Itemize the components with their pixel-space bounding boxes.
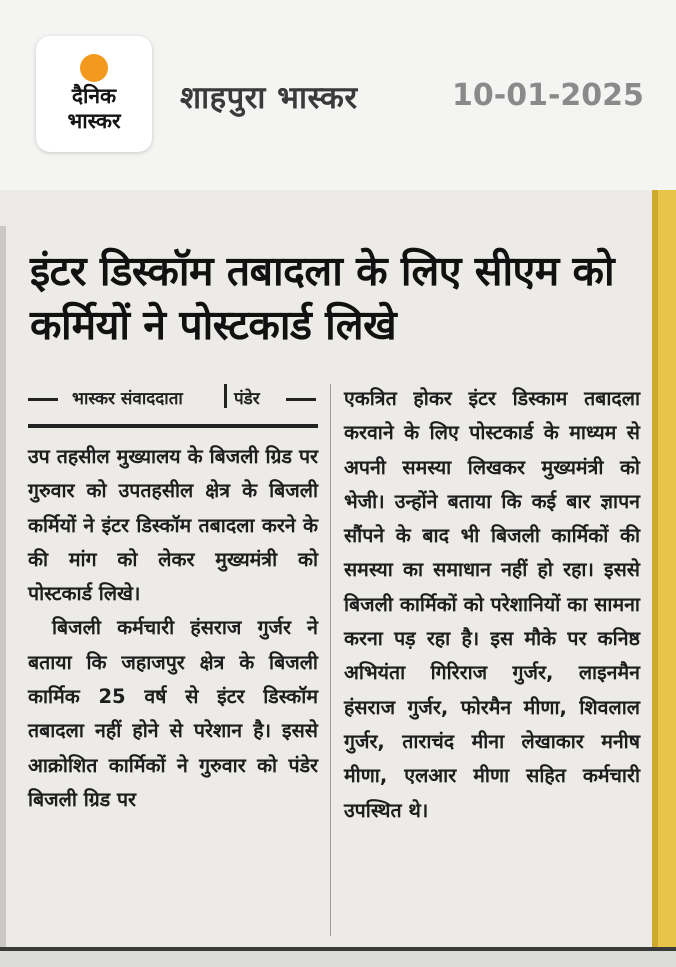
byline-divider <box>224 384 227 408</box>
bottom-margin <box>0 951 676 967</box>
article-paragraph: एकत्रित होकर इंटर डिस्काम तबादला करवाने के लिए पोस्टकार्ड के माध्यम से अपनी समस्या लिखकर मुख्यमंत्री को भेजी। उन्होंने बताया कि कई बार ज्ञापन सौंपने के बाद भी बिजली कार्मिकों की समस्या का समाधान नहीं हो रहा। इससे बिजली कार्मिकों को परेशानियों का सामना करना पड़ रहा है। इस मौके पर कनिष्ठ अभियंता गिरिराज गुर्जर, लाइनमैन हंसराज गुर्जर, फोरमैन मीणा, शिवलाल गुर्जर, ताराचंद मीना लेखाकार मनीष मीणा, एलआर मीणा सहित कर्मचारी उपस्थित थे। <box>344 387 640 822</box>
article-column-left <box>28 440 318 837</box>
edition-date: 10-01-2025 <box>452 78 644 113</box>
sun-icon <box>80 54 108 82</box>
column-divider <box>330 384 331 936</box>
edition-title: शाहपुरा भास्कर <box>180 80 358 116</box>
byline-rule <box>286 398 316 401</box>
clipping-edge <box>0 226 6 947</box>
article-headline: इंटर डिस्कॉम तबादला के लिए सीएम को कर्मियों ने पोस्टकार्ड लिखे <box>30 247 615 349</box>
byline-reporter: भास्कर संवाददाता <box>72 389 183 409</box>
article-column-right <box>344 382 640 828</box>
article-paragraph: उप तहसील मुख्यालय के बिजली ग्रिड पर गुरुवार को उपतहसील क्षेत्र के बिजली कर्मियों ने इंटर डिस्कॉम तबादला करने के की मांग को लेकर मुख्यमंत्री को पोस्टकार्ड लिखे। <box>28 445 318 606</box>
article-paragraph: बिजली कर्मचारी हंसराज गुर्जर ने बताया कि जहाजपुर क्षेत्र के बिजली कार्मिक 25 वर्ष से इंटर डिस्कॉम तबादला नहीं होने से परेशान है। इससे आक्रोशित कार्मिकों ने गुरुवार को पंडेर बिजली ग्रिड पर <box>28 616 318 811</box>
dainik-bhaskar-logo[interactable] <box>36 36 152 152</box>
column-top-rule <box>28 424 318 428</box>
logo-text-line2: भास्कर <box>67 109 121 133</box>
byline-place: पंडेर <box>234 389 260 409</box>
adjacent-page-shadow <box>652 190 658 947</box>
app-header <box>0 0 676 190</box>
logo-text-line1: दैनिक <box>71 84 117 108</box>
byline-rule <box>28 398 58 401</box>
